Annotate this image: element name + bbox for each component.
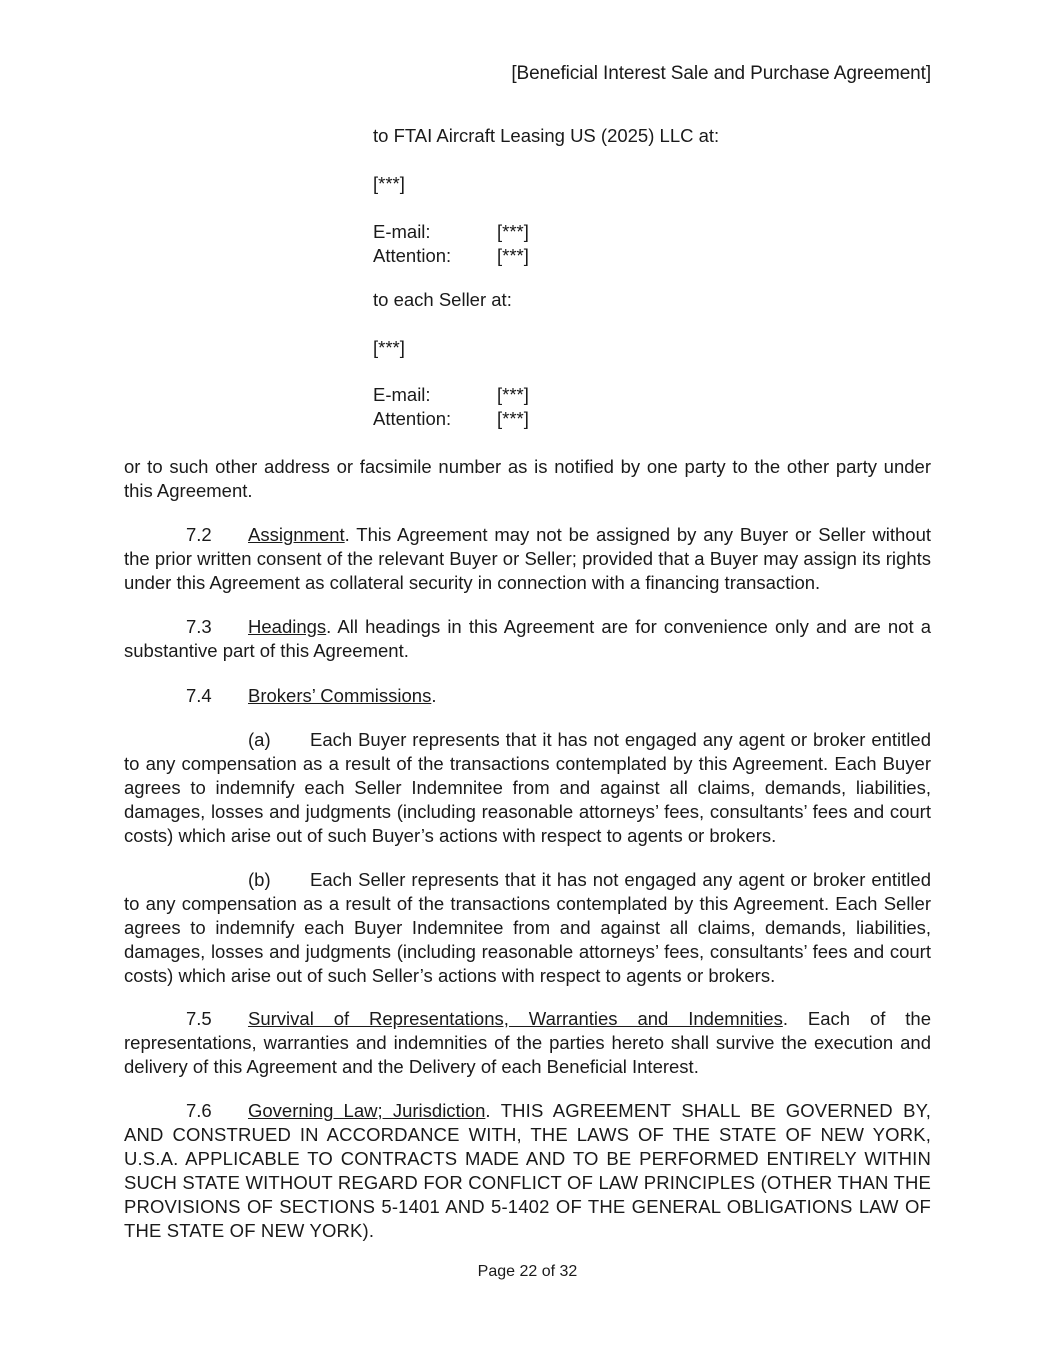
section-7-4-a-text: Each Buyer represents that it has not engaged any agent or broker entitled to any compensation as a result of the transactions contemplated by this Agreement. Each Buyer agrees to indemnify each Seller Indemnitee from and against all claims, demands, liabilities, damages, losses and judgments (including reasonable attorneys’ fees, consultants’ fees and court costs) which arise out of such Buyer’s actions with respect to agents or brokers. xyxy=(124,729,931,846)
section-7-4-text: . xyxy=(431,685,437,706)
seller-email-label: E-mail: xyxy=(373,384,431,405)
section-7-3 xyxy=(124,615,931,663)
buyer-contact xyxy=(373,220,793,268)
section-7-4-a-label: (a) xyxy=(248,729,271,750)
section-7-4 xyxy=(124,684,931,708)
document-header: [Beneficial Interest Sale and Purchase Agreement] xyxy=(511,63,931,84)
buyer-address-line: [***] xyxy=(373,173,405,194)
buyer-email-value: [***] xyxy=(497,221,529,242)
seller-address-line: [***] xyxy=(373,337,405,358)
section-7-2-heading: Assignment xyxy=(248,524,345,545)
buyer-attention-value: [***] xyxy=(497,245,529,266)
closing-paragraph xyxy=(124,455,931,503)
seller-notice-block xyxy=(373,288,793,312)
section-7-5 xyxy=(124,1007,931,1079)
section-7-6 xyxy=(124,1099,931,1243)
section-7-3-text: . All headings in this Agreement are for convenience only and are not a substantive part of this Agreement. xyxy=(124,616,931,661)
section-7-2-number: 7.2 xyxy=(186,524,212,545)
section-7-5-heading: Survival of Representations, Warranties and Indemnities xyxy=(248,1008,783,1029)
buyer-email-row xyxy=(373,220,793,244)
seller-attention-row xyxy=(373,407,793,431)
buyer-email-label: E-mail: xyxy=(373,221,431,242)
section-7-4-heading: Brokers’ Commissions xyxy=(248,685,432,706)
buyer-notice-block xyxy=(373,124,793,148)
seller-address xyxy=(373,336,793,360)
buyer-attention-label: Attention: xyxy=(373,245,452,266)
seller-contact xyxy=(373,383,793,431)
closing-text: or to such other address or facsimile number as is notified by one party to the other party under this Agreement. xyxy=(124,456,931,501)
section-7-2-text: . This Agreement may not be assigned by any Buyer or Seller without the prior written consent of the relevant Buyer or Seller; provided that a Buyer may assign its rights under this Agreement as collateral security in connection with a financing transaction. xyxy=(124,524,931,593)
seller-email-value: [***] xyxy=(497,384,529,405)
section-7-5-number: 7.5 xyxy=(186,1008,212,1029)
section-7-4-number: 7.4 xyxy=(186,685,212,706)
seller-attention-value: [***] xyxy=(497,408,529,429)
buyer-notice-intro: to FTAI Aircraft Leasing US (2025) LLC at: xyxy=(373,125,720,146)
section-7-3-heading: Headings xyxy=(248,616,327,637)
section-7-4-b xyxy=(124,868,931,988)
section-7-6-text: . THIS AGREEMENT SHALL BE GOVERNED BY, AND CONSTRUED IN ACCORDANCE WITH, THE LAWS OF THE STATE OF NEW YORK, U.S.A. APPLICABLE TO CONTRACTS MADE AND TO BE PERFORMED ENTIRELY WITHIN SUCH STATE WITHOUT REGARD FOR CONFLICT OF LAW PRINCIPLES (OTHER THAN THE PROVISIONS OF SECTIONS 5-1401 AND 5-1402 OF THE GENERAL OBLIGATIONS LAW OF THE STATE OF NEW YORK). xyxy=(124,1100,932,1241)
section-7-5-text: . Each of the representations, warranties and indemnities of the parties hereto shall survive the execution and delivery of this Agreement and the Delivery of each Beneficial Interest. xyxy=(124,1008,931,1077)
buyer-attention-row xyxy=(373,244,793,268)
page-number: Page 22 of 32 xyxy=(477,1263,578,1280)
seller-attention-label: Attention: xyxy=(373,408,452,429)
section-7-3-number: 7.3 xyxy=(186,616,212,637)
section-7-4-b-label: (b) xyxy=(248,869,271,890)
section-7-6-heading: Governing Law; Jurisdiction xyxy=(248,1100,486,1121)
buyer-address xyxy=(373,172,793,196)
section-7-4-a xyxy=(124,728,931,848)
seller-notice-intro: to each Seller at: xyxy=(373,289,512,310)
seller-email-row xyxy=(373,383,793,407)
section-7-4-b-text: Each Seller represents that it has not engaged any agent or broker entitled to any compensation as a result of the transactions contemplated by this Agreement. Each Seller agrees to indemnify each Buyer Indemnitee from and against all claims, demands, liabilities, damages, losses and judgments (including reasonable attorneys’ fees, consultants’ fees and court costs) which arise out of such Seller’s actions with respect to agents or brokers. xyxy=(124,869,931,986)
section-7-6-number: 7.6 xyxy=(186,1100,212,1121)
section-7-2 xyxy=(124,523,931,595)
